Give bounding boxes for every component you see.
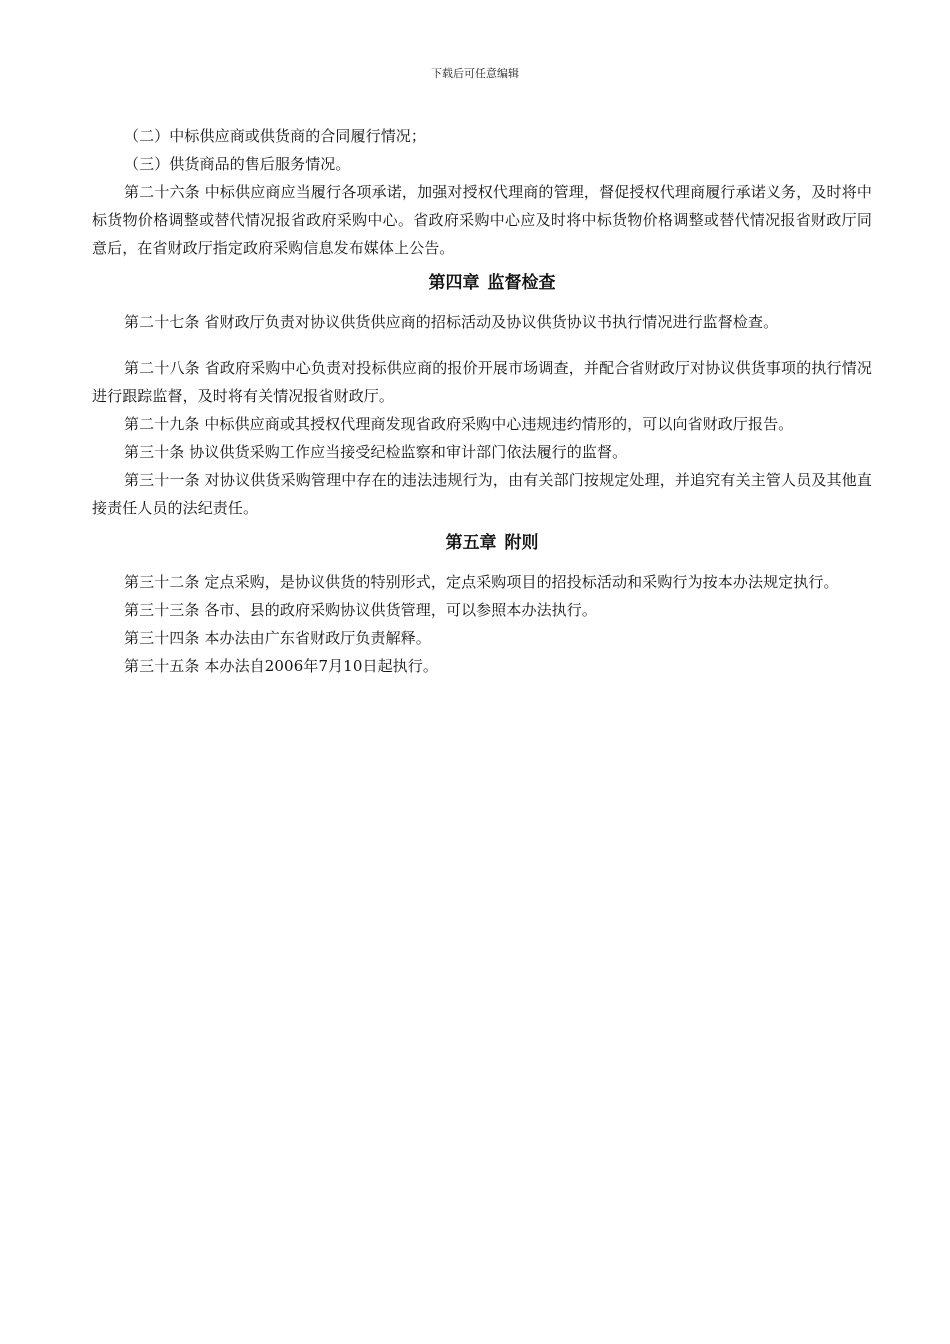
paragraph: 第二十八条 省政府采购中心负责对投标供应商的报价开展市场调查，并配合省财政厅对协议供货事项的执行情况进行跟踪监督，及时将有关情况报省财政厅。 bbox=[92, 359, 872, 405]
page-header: 下载后可任意编辑 bbox=[431, 67, 519, 80]
paragraph: 第二十六条 中标供应商应当履行各项承诺，加强对授权代理商的管理，督促授权代理商履行承诺义务，及时将中标货物价格调整或替代情况报省政府采购中心。省政府采购中心应及时将中标货物价格调整或替代情况报省财政厅同意后，在省财政厅指定政府采购信息发布媒体上公告。 bbox=[92, 183, 872, 257]
chapter-heading-4 bbox=[92, 272, 872, 294]
paragraph: 第三十四条 本办法由广东省财政厅负责解释。 bbox=[124, 629, 431, 647]
chapter-number: 第四章 bbox=[428, 273, 480, 293]
paragraph: 第三十条 协议供货采购工作应当接受纪检监察和审计部门依法履行的监督。 bbox=[124, 443, 628, 461]
chapter-heading-5 bbox=[92, 532, 872, 554]
paragraph: 第三十三条 各市、县的政府采购协议供货管理，可以参照本办法执行。 bbox=[124, 601, 597, 619]
paragraph: 第二十九条 中标供应商或其授权代理商发现省政府采购中心违规违约情形的，可以向省财政厅报告。 bbox=[124, 415, 794, 433]
document-body bbox=[92, 122, 872, 680]
paragraph: 第三十一条 对协议供货采购管理中存在的违法违规行为，由有关部门按规定处理，并追究有关主管人员及其他直接责任人员的法纪责任。 bbox=[92, 471, 872, 517]
chapter-title: 监督检查 bbox=[487, 273, 556, 293]
paragraph: 第二十七条 省财政厅负责对协议供货供应商的招标活动及协议供货协议书执行情况进行监督检查。 bbox=[124, 313, 779, 331]
paragraph: 第三十五条 本办法自2006年7月10日起执行。 bbox=[124, 657, 438, 675]
chapter-number: 第五章 bbox=[445, 533, 497, 553]
paragraph: （三）供货商品的售后服务情况。 bbox=[124, 155, 351, 173]
paragraph: 第三十二条 定点采购，是协议供货的特别形式，定点采购项目的招投标活动和采购行为按本办法规定执行。 bbox=[124, 573, 839, 591]
chapter-title: 附则 bbox=[504, 533, 539, 553]
paragraph: （二）中标供应商或供货商的合同履行情况； bbox=[124, 127, 427, 145]
